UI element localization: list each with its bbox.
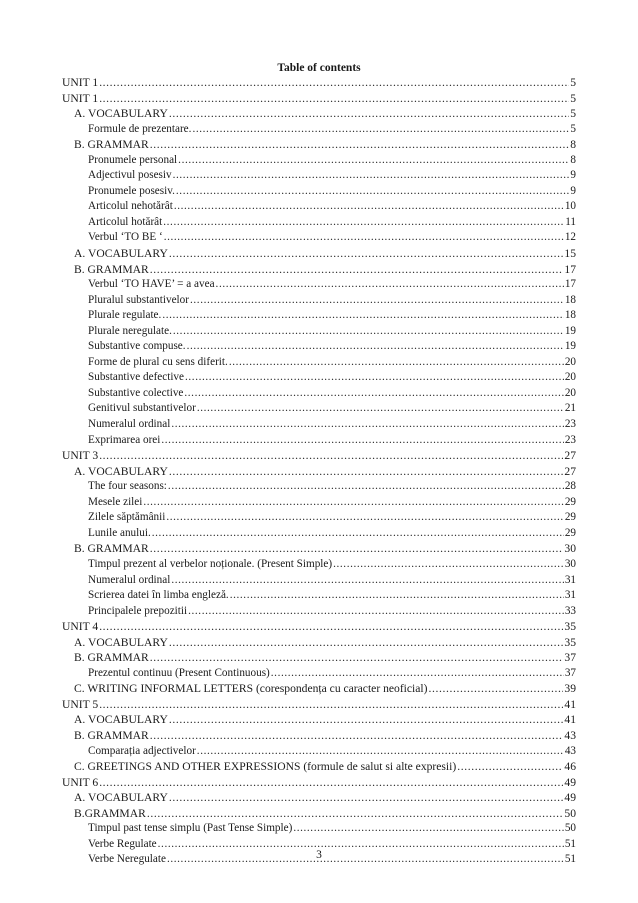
toc-entry-page: 19: [564, 324, 576, 337]
toc-entry[interactable]: [62, 137, 576, 153]
dot-leader: [184, 386, 563, 402]
dot-leader: [190, 293, 564, 309]
dot-leader: [171, 573, 563, 589]
toc-entry-page: 18: [564, 293, 576, 306]
toc-entry-title: The four seasons:: [88, 480, 167, 493]
toc-entry[interactable]: [62, 604, 576, 620]
toc-entry[interactable]: [62, 262, 576, 278]
dot-leader: [169, 790, 564, 806]
toc-entry-title: B. GRAMMAR: [74, 138, 149, 152]
toc-entry-title: UNIT 4: [62, 620, 99, 634]
toc-entry-title: UNIT 6: [62, 775, 99, 789]
toc-entry-title: Comparația adjectivelor: [88, 744, 196, 757]
toc-entry-page: 37: [564, 651, 576, 665]
toc-entry-page: 35: [564, 635, 576, 649]
dot-leader: [162, 308, 564, 324]
toc-entry[interactable]: [62, 246, 576, 262]
toc-entry-page: 27: [564, 464, 576, 478]
dot-leader: [150, 728, 564, 744]
dot-leader: [164, 230, 564, 246]
toc-entry[interactable]: [62, 635, 576, 651]
dot-leader: [169, 712, 564, 728]
toc-entry-title: Mesele zilei: [88, 495, 143, 508]
toc-entry[interactable]: [62, 541, 576, 557]
toc-entry[interactable]: [62, 759, 576, 775]
dot-leader: [161, 433, 563, 449]
toc-entry-title: Zilele săptămânii: [88, 511, 166, 524]
toc-entry-page: 29: [564, 511, 576, 524]
toc-entry-page: 30: [564, 557, 576, 570]
toc-entry-title: Numeralul ordinal: [88, 418, 171, 431]
toc-entry[interactable]: [62, 339, 576, 355]
toc-entry-page: 12: [564, 231, 576, 244]
toc-entry-page: 50: [564, 806, 576, 820]
dot-leader: [169, 464, 564, 480]
toc-entry-page: 17: [564, 262, 576, 276]
toc-entry-title: Numeralul ordinal: [88, 573, 171, 586]
toc-entry-title: Verbe Neregulate: [88, 853, 166, 866]
toc-entry-page: 46: [564, 760, 576, 774]
toc-entry-title: Articolul nehotărât: [88, 200, 173, 213]
toc-entry-page: 5: [570, 91, 576, 105]
toc-entry[interactable]: [62, 790, 576, 806]
toc-entry[interactable]: [62, 215, 576, 231]
toc-entry-title: Prezentul continuu (Present Continuous): [88, 666, 270, 679]
toc-entry-title: Substantive defective: [88, 371, 184, 384]
dot-leader: [168, 479, 564, 495]
dot-leader: [174, 199, 564, 215]
dot-leader: [188, 604, 564, 620]
toc-entry-title: Adjectivul posesiv: [88, 169, 172, 182]
toc-entry-title: Scrierea datei în limba engleză.: [88, 589, 229, 602]
toc-entry[interactable]: [62, 510, 576, 526]
toc-entry-title: Formule de prezentare.: [88, 122, 192, 135]
toc-entry[interactable]: [62, 557, 576, 573]
toc-entry-title: Plurale neregulate.: [88, 324, 172, 337]
dot-leader: [271, 666, 564, 682]
toc-entry-page: 15: [564, 247, 576, 261]
toc-entry[interactable]: [62, 448, 576, 464]
toc-entry[interactable]: [62, 650, 576, 666]
toc-entry-title: Lunile anului.: [88, 526, 151, 539]
toc-entry[interactable]: [62, 184, 576, 200]
toc-entry[interactable]: [62, 573, 576, 589]
toc-entry-page: 20: [564, 371, 576, 384]
toc-entry-title: UNIT 1: [62, 91, 99, 105]
dot-leader: [99, 775, 563, 791]
toc-entry-page: 23: [564, 433, 576, 446]
toc-entry-page: 9: [570, 169, 576, 182]
page-number: 3: [316, 849, 322, 861]
dot-leader: [166, 510, 563, 526]
toc-entry[interactable]: [62, 464, 576, 480]
toc-entry-title: Verbul ‘TO BE ‘: [88, 231, 163, 244]
toc-entry-page: 5: [570, 76, 576, 89]
toc-entry-page: 51: [564, 853, 576, 866]
toc-entry-title: Verbul ‘TO HAVE’ = a avea: [88, 278, 215, 291]
dot-leader: [147, 806, 564, 822]
toc-entry[interactable]: [62, 106, 576, 122]
toc-title: Table of contents: [277, 62, 361, 74]
dot-leader: [169, 106, 569, 122]
toc-entry[interactable]: [62, 168, 576, 184]
dot-leader: [169, 246, 564, 262]
toc-entry-page: 37: [564, 666, 576, 679]
toc-entry-page: 21: [564, 402, 576, 415]
toc-entry-page: 43: [564, 728, 576, 742]
toc-entry[interactable]: [62, 293, 576, 309]
dot-leader: [171, 417, 563, 433]
toc-entry[interactable]: [62, 775, 576, 791]
dot-leader: [197, 744, 564, 760]
toc-entry[interactable]: [62, 821, 576, 837]
dot-leader: [99, 91, 569, 107]
toc-entry[interactable]: [62, 277, 576, 293]
toc-entry-page: 11: [565, 215, 576, 228]
toc-entry-title: Pluralul substantivelor: [88, 293, 189, 306]
dot-leader: [169, 635, 564, 651]
toc-entry[interactable]: [62, 433, 576, 449]
toc-entry-title: B. GRAMMAR: [74, 651, 149, 665]
toc-entry[interactable]: [62, 697, 576, 713]
toc-entry[interactable]: [62, 324, 576, 340]
dot-leader: [192, 122, 569, 138]
dot-leader: [457, 759, 563, 775]
toc-entry-page: 49: [564, 775, 576, 789]
toc-entry-page: 29: [564, 495, 576, 508]
toc-entry-title: Verbe Regulate: [88, 837, 157, 850]
toc-entry-title: Timpul prezent al verbelor noționale. (Present Simple): [88, 557, 333, 570]
toc-entry-page: 29: [564, 526, 576, 539]
toc-entry[interactable]: [62, 728, 576, 744]
toc-entry[interactable]: [62, 370, 576, 386]
dot-leader: [230, 588, 564, 604]
toc-entry[interactable]: [62, 806, 576, 822]
toc-entry[interactable]: [62, 401, 576, 417]
toc-entry[interactable]: [62, 712, 576, 728]
toc-entry-page: 5: [570, 107, 576, 121]
dot-leader: [173, 168, 570, 184]
toc-entry-page: 9: [570, 184, 576, 197]
toc-entry-title: Substantive compuse.: [88, 340, 186, 353]
toc-entry-page: 41: [564, 713, 576, 727]
toc-entry-title: Genitivul substantivelor: [88, 402, 196, 415]
toc-entry[interactable]: [62, 744, 576, 760]
toc-entry-page: 41: [564, 697, 576, 711]
toc-entry-page: 5: [570, 122, 576, 135]
toc-entry-title: UNIT 3: [62, 449, 99, 463]
toc-entry-page: 20: [564, 386, 576, 399]
toc-entry-page: 20: [564, 355, 576, 368]
toc-entry[interactable]: [62, 308, 576, 324]
toc-entry-page: 31: [564, 573, 576, 586]
toc-entry[interactable]: [62, 91, 576, 107]
dot-leader: [197, 401, 564, 417]
dot-leader: [143, 495, 563, 511]
toc-entry-title: Substantive colective: [88, 386, 184, 399]
toc-entry[interactable]: [62, 526, 576, 542]
toc-entry[interactable]: [62, 479, 576, 495]
toc-entry-title: A. VOCABULARY: [74, 247, 168, 261]
dot-leader: [293, 821, 563, 837]
dot-leader: [150, 137, 569, 153]
toc-entry[interactable]: [62, 122, 576, 138]
toc-entry[interactable]: [62, 153, 576, 169]
toc-entry-page: 23: [564, 418, 576, 431]
toc-entry-page: 17: [564, 278, 576, 291]
toc-entry-page: 49: [564, 791, 576, 805]
dot-leader: [185, 370, 564, 386]
toc-entry-page: 39: [564, 682, 576, 696]
toc-entry-page: 31: [564, 589, 576, 602]
toc-entry[interactable]: [62, 230, 576, 246]
toc-entry-page: 51: [564, 837, 576, 850]
dot-leader: [187, 339, 564, 355]
toc-entry-title: UNIT 5: [62, 697, 99, 711]
dot-leader: [216, 277, 564, 293]
toc-entry[interactable]: [62, 417, 576, 433]
toc-entry-title: Exprimarea orei: [88, 433, 161, 446]
toc-entry-title: C. GREETINGS AND OTHER EXPRESSIONS (formule de salut si alte expresii): [74, 760, 457, 774]
toc-entry[interactable]: [62, 495, 576, 511]
dot-leader: [99, 697, 563, 713]
toc-entry[interactable]: [62, 75, 576, 91]
toc-entry-title: Principalele prepozitii: [88, 604, 188, 617]
toc-entry-title: Articolul hotărât: [88, 215, 163, 228]
toc-entry-page: 50: [564, 822, 576, 835]
toc-entry-title: Plurale regulate.: [88, 309, 162, 322]
toc-entry-title: B. GRAMMAR: [74, 262, 149, 276]
toc-entry-title: A. VOCABULARY: [74, 464, 168, 478]
toc-entry-title: A. VOCABULARY: [74, 635, 168, 649]
toc-entry-page: 19: [564, 340, 576, 353]
dot-leader: [173, 324, 564, 340]
toc-entry-title: UNIT 1: [62, 76, 99, 89]
toc-entry-page: 10: [564, 200, 576, 213]
toc-list: [62, 75, 576, 868]
dot-leader: [99, 75, 569, 91]
toc-entry[interactable]: [62, 681, 576, 697]
toc-entry-title: C. WRITING INFORMAL LETTERS (corespondența cu caracter neoficial): [74, 682, 428, 696]
toc-entry-title: Pronumele personal: [88, 153, 178, 166]
toc-entry-page: 27: [564, 449, 576, 463]
toc-entry-page: 33: [564, 604, 576, 617]
toc-entry[interactable]: [62, 588, 576, 604]
dot-leader: [99, 619, 563, 635]
dot-leader: [429, 681, 564, 697]
toc-entry[interactable]: [62, 355, 576, 371]
toc-entry-title: Pronumele posesiv.: [88, 184, 175, 197]
toc-entry-page: 8: [570, 138, 576, 152]
toc-entry-title: B.GRAMMAR: [74, 806, 146, 820]
toc-entry-page: 43: [564, 744, 576, 757]
toc-entry-title: Timpul past tense simplu (Past Tense Simple): [88, 822, 293, 835]
toc-entry-page: 35: [564, 620, 576, 634]
toc-entry-title: A. VOCABULARY: [74, 107, 168, 121]
dot-leader: [163, 215, 564, 231]
dot-leader: [176, 184, 570, 200]
toc-entry-page: 18: [564, 309, 576, 322]
dot-leader: [150, 262, 564, 278]
toc-entry[interactable]: [62, 199, 576, 215]
toc-entry[interactable]: [62, 619, 576, 635]
toc-entry-title: Forme de plural cu sens diferit.: [88, 355, 228, 368]
dot-leader: [150, 541, 564, 557]
dot-leader: [150, 650, 564, 666]
dot-leader: [99, 448, 563, 464]
dot-leader: [152, 526, 564, 542]
toc-entry[interactable]: [62, 386, 576, 402]
toc-entry-title: B. GRAMMAR: [74, 542, 149, 556]
toc-entry-page: 28: [564, 480, 576, 493]
dot-leader: [178, 153, 569, 169]
dot-leader: [229, 355, 564, 371]
toc-entry-title: B. GRAMMAR: [74, 728, 149, 742]
dot-leader: [333, 557, 564, 573]
toc-entry-title: A. VOCABULARY: [74, 713, 168, 727]
toc-entry-page: 30: [564, 542, 576, 556]
toc-entry-title: A. VOCABULARY: [74, 791, 168, 805]
toc-entry[interactable]: [62, 666, 576, 682]
toc-entry-page: 8: [570, 153, 576, 166]
